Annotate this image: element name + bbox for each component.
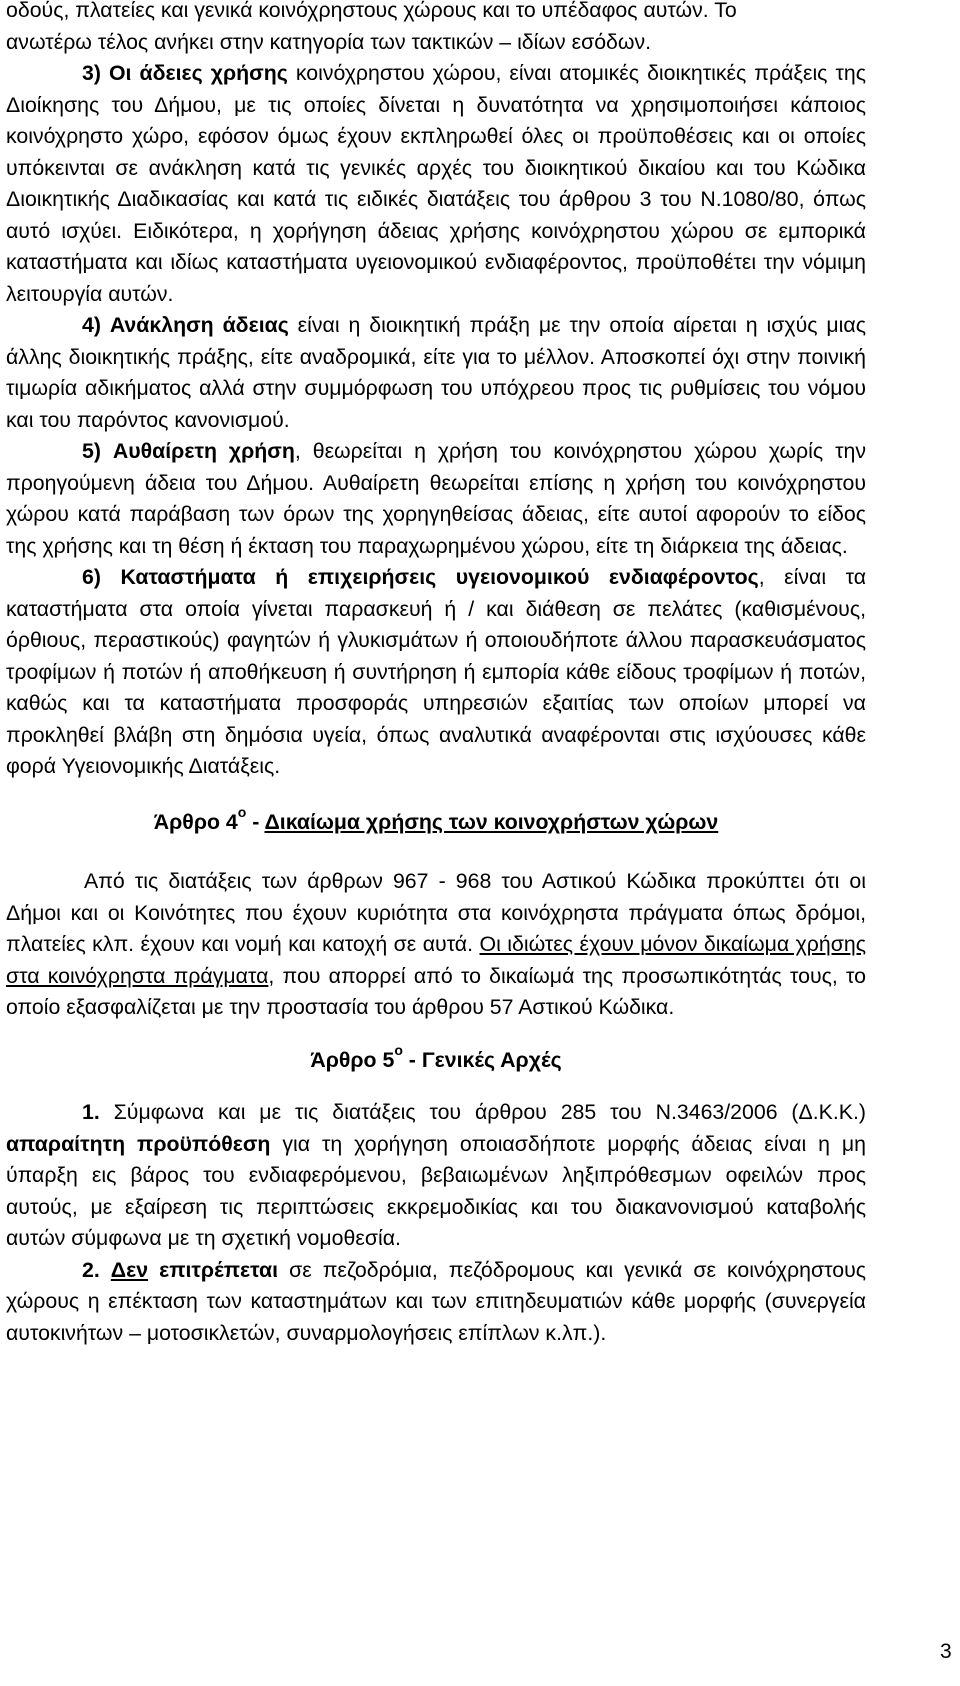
article-5-heading bbox=[6, 1041, 866, 1077]
article-4-ordinal: ο bbox=[237, 803, 247, 820]
intro-line-2: ανωτέρω τέλος ανήκει στην κατηγορία των τακτικών – ιδίων εσόδων. bbox=[6, 29, 652, 54]
article-5-p2-bold-underlined: Δεν bbox=[110, 1257, 149, 1282]
page-number: 3 bbox=[940, 1640, 952, 1663]
document-page bbox=[6, 0, 866, 1349]
definition-4-text: είναι η διοικητική πράξη με την οποία αίρεται η ισχύς μιας άλλης διοικητικής πράξης, είτε αναδρομικά, είτε για το μέλλον. Αποσκοπεί όχι στην ποινική τιμωρία αδικήματος αλλά στην συμμόρφωση του υπόχρεου προς τις ρυθμίσεις του νόμου και του παρόντος κανονισμού. bbox=[6, 313, 866, 432]
definition-4-paragraph bbox=[6, 310, 866, 436]
article-5-p1-number: 1. bbox=[82, 1100, 100, 1124]
article-4-separator: - bbox=[246, 809, 265, 834]
definition-6-number: 6) bbox=[82, 565, 101, 589]
article-4-paragraph bbox=[6, 866, 866, 1024]
article-5-p1-text-2: για τη χορήγηση οποιασδήποτε μορφής άδειας είναι η μη ύπαρξη εις βάρος του ενδιαφερόμενου, βεβαιωμένων ληξιπρόθεσμων οφειλών προς αυτούς, με εξαίρεση τις περιπτώσεις εκκρεμοδικίας και του διακανονισμού καταβολής αυτών σύμφωνα με τη σχετική νομοθεσία. bbox=[6, 1131, 866, 1250]
article-5-title: - Γενικές Αρχές bbox=[402, 1047, 562, 1072]
article-4-label: Άρθρο 4 bbox=[153, 809, 238, 834]
definition-5-paragraph bbox=[6, 436, 866, 562]
article-4-text-1: Από τις διατάξεις των άρθρων 967 - 968 του Αστικού Κώδικα προκύπτει ότι οι Δήμοι και οι Κοινότητες που έχουν κυριότητα στα κοινόχρηστα πράγματα όπως δρόμοι, πλατείες κλπ. έχουν και νομή και κατοχή σε αυτά. bbox=[6, 869, 866, 956]
definition-3-term: Οι άδειες χρήσης bbox=[108, 61, 288, 85]
article-5-paragraph-1 bbox=[6, 1097, 866, 1255]
article-5-p2-text: σε πεζοδρόμια, πεζόδρομους και γενικά σε κοινόχρηστους χώρους η επέκταση των καταστημάτων και των επιτηδευματιών κάθε μορφής (συνεργεία αυτοκινήτων – μοτοσικλετών, συναρμολογήσεις επίπλων κ.λπ.). bbox=[6, 1257, 867, 1345]
definition-5-number: 5) bbox=[82, 439, 101, 463]
article-5-p2-bold: επιτρέπεται bbox=[148, 1257, 279, 1282]
article-5-paragraph-2 bbox=[6, 1255, 866, 1350]
definition-5-term: Αυθαίρετη χρήση bbox=[112, 439, 295, 463]
intro-paragraph bbox=[6, 0, 866, 58]
definition-4-number: 4) bbox=[82, 313, 101, 337]
article-4-text-2: , που απορρεί από το δικαίωμά της προσωπικότητάς τους, το οποίο εξασφαλίζεται με την προστασία του άρθρου 57 Αστικού Κώδικα. bbox=[6, 963, 866, 1019]
article-5-p2-number: 2. bbox=[82, 1257, 100, 1282]
definition-4-term: Ανάκληση άδειας bbox=[109, 313, 289, 337]
definition-3-text: κοινόχρηστου χώρου, είναι ατομικές διοικητικές πράξεις της Διοίκησης του Δήμου, με τις οποίες δίνεται η δυνατότητα να χρησιμοποιήσει κάποιος κοινόχρηστο χώρο, εφόσον όμως έχουν εκπληρωθεί όλες οι προϋποθέσεις και οι οποίες υπόκεινται σε ανάκληση κατά τις γενικές αρχές του διοικητικού δικαίου και του Κώδικα Διοικητικής Διαδικασίας και κατά τις ειδικές διατάξεις του άρθρου 3 του Ν.1080/80, όπως αυτό ισχύει. Ειδικότερα, η χορήγηση άδειας χρήσης κοινόχρηστου χώρου σε εμπορικά καταστήματα και ιδίως καταστήματα υγειονομικού ενδιαφέροντος, προϋποθέτει την νόμιμη λειτουργία αυτών. bbox=[6, 61, 866, 306]
definition-6-term: Καταστήματα ή επιχειρήσεις υγειονομικού ενδιαφέροντος bbox=[120, 565, 759, 589]
intro-line-1: οδούς, πλατείες και γενικά κοινόχρηστους χώρους και το υπέδαφος αυτών. Το bbox=[6, 0, 737, 22]
article-4-heading bbox=[6, 803, 866, 839]
definition-3-number: 3) bbox=[82, 61, 101, 85]
article-5-ordinal: ο bbox=[394, 1041, 403, 1058]
definition-6-paragraph bbox=[6, 562, 866, 783]
article-5-p1-text-1: Σύμφωνα και με τις διατάξεις του άρθρου 285 του Ν.3463/2006 (Δ.Κ.Κ.) bbox=[99, 1100, 866, 1124]
article-5-p1-bold: απαραίτητη προϋπόθεση bbox=[6, 1131, 271, 1156]
definition-3-paragraph bbox=[6, 58, 866, 310]
definition-5-text: , θεωρείται η χρήση του κοινόχρηστου χώρου χωρίς την προηγούμενη άδεια του Δήμου. Αυθαίρετη θεωρείται επίσης η χρήση του κοινόχρηστου χώρου κατά παράβαση των όρων της χορηγηθείσας άδειας, είτε αυτοί αφορούν το είδος της χρήσης και τη θέση ή έκταση του παραχωρημένου χώρου, είτε τη διάρκεια της άδειας. bbox=[6, 439, 866, 558]
article-5-label: Άρθρο 5 bbox=[310, 1047, 395, 1072]
definition-6-text: , είναι τα καταστήματα στα οποία γίνεται παρασκευή ή / και διάθεση σε πελάτες (καθισμένους, όρθιους, περαστικούς) φαγητών ή γλυκισμάτων ή οποιουδήποτε άλλου παρασκευάσματος τροφίμων ή ποτών ή αποθήκευση ή συντήρηση ή εμπορία κάθε είδους τροφίμων ή ποτών, καθώς και τα καταστήματα προσφοράς υπηρεσιών εξαιτίας των οποίων μπορεί να προκληθεί βλάβη στη δημόσια υγεία, όπως αναλυτικά αναφέρονται στις ισχύουσες κάθε φορά Υγειονομικής Διατάξεις. bbox=[6, 565, 867, 778]
article-4-title: Δικαίωμα χρήσης των κοινοχρήστων χώρων bbox=[264, 809, 719, 834]
article-4-underlined-text: Οι ιδιώτες έχουν μόνον δικαίωμα χρήσης στα κοινόχρηστα πράγματα bbox=[6, 932, 867, 988]
